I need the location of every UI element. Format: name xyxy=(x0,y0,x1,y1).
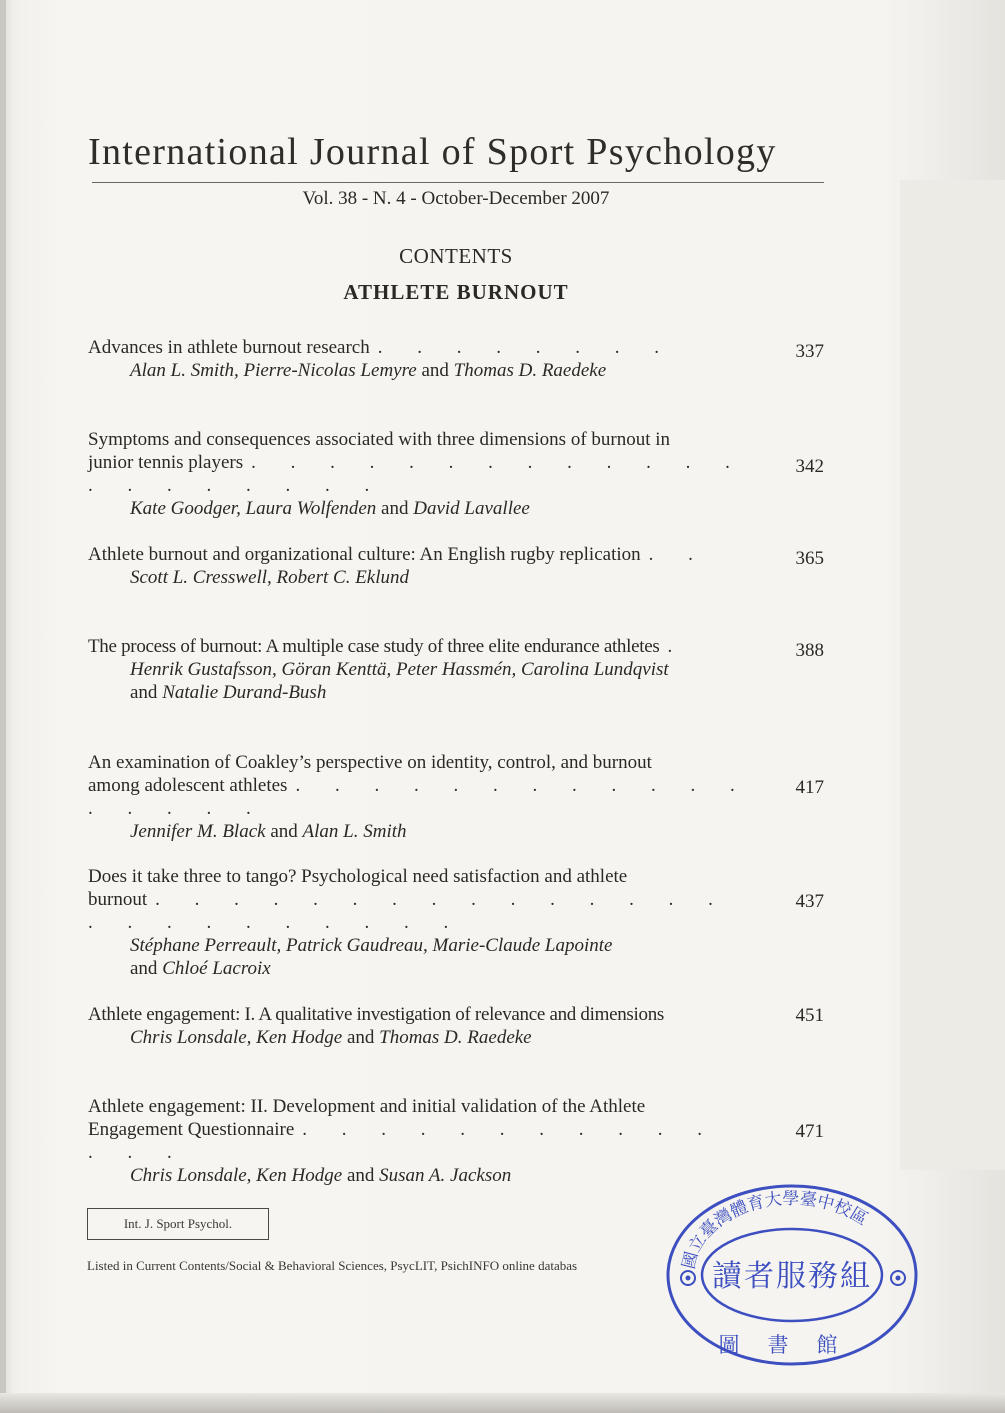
page-bottom-shadow xyxy=(0,1393,1005,1413)
stamp-ring-text: 國立臺灣體育大學臺中校區 xyxy=(678,1188,872,1272)
contents-heading: CONTENTS xyxy=(399,244,513,268)
toc-entry-authors: Alan L. Smith, Pierre-Nicolas Lemyre and Thomas D. Raedeke xyxy=(130,360,607,381)
toc-entry-title: The process of burnout: A multiple case study of three elite endurance athletes . xyxy=(88,636,688,657)
journal-title: International Journal of Sport Psychology xyxy=(88,131,777,173)
toc-entry-title-cont: among adolescent athletes . . . . . . . . . . . . . . . . . xyxy=(88,775,750,819)
toc-page-number: 451 xyxy=(795,1005,824,1026)
leader-dots: . . . . . . . . . . . . . . . . . . . . . . . . . xyxy=(88,889,728,933)
toc-page-number: 437 xyxy=(795,891,824,912)
toc-entry xyxy=(88,336,824,382)
journal-abbreviation-box: Int. J. Sport Psychol. xyxy=(87,1208,269,1240)
toc-entry-authors: Chris Lonsdale, Ken Hodge and Thomas D. Raedeke xyxy=(130,1027,532,1048)
leader-dots: . . xyxy=(648,544,708,565)
toc-page-number: 471 xyxy=(795,1121,824,1142)
title-rule xyxy=(92,182,824,183)
toc-entry xyxy=(88,751,824,843)
toc-entry xyxy=(88,428,824,520)
toc-entry-title: Symptoms and consequences associated with three dimensions of burnout in xyxy=(88,429,671,450)
toc-entry-title-cont: Engagement Questionnaire . . . . . . . . . . . . . . xyxy=(88,1119,718,1163)
section-heading: ATHLETE BURNOUT xyxy=(343,280,569,304)
stamp-bottom-text: 圖書館 xyxy=(718,1333,866,1357)
leader-dots: . . . . . . . . xyxy=(377,337,674,358)
toc-page-number: 337 xyxy=(795,341,824,362)
toc-entry xyxy=(88,865,824,980)
toc-entry-title-cont: junior tennis players . . . . . . . . . . . . . . . . . . . . . xyxy=(88,452,745,496)
toc-entry-authors: Jennifer M. Black and Alan L. Smith xyxy=(130,821,407,842)
toc-entry xyxy=(88,543,824,589)
toc-entry xyxy=(88,1095,824,1187)
leader-dots: . xyxy=(667,636,688,657)
issue-line: Vol. 38 - N. 4 - October-December 2007 xyxy=(302,188,610,209)
toc-entry-authors: Stéphane Perreault, Patrick Gaudreau, Marie-Claude Lapointe and Chloé Lacroix xyxy=(130,935,613,979)
toc-entry xyxy=(88,635,824,704)
toc-entry-title-cont: burnout . . . . . . . . . . . . . . . . . . . . . . . . . xyxy=(88,889,728,933)
library-stamp xyxy=(664,1182,920,1368)
toc-entry-title: Athlete engagement: I. A qualitative investigation of relevance and dimensions xyxy=(88,1004,664,1025)
toc-entry-authors: Chris Lonsdale, Ken Hodge and Susan A. Jackson xyxy=(130,1165,512,1186)
toc-entry-authors: Henrik Gustafsson, Göran Kenttä, Peter Hassmén, Carolina Lundqvist and Natalie Durand-Bush xyxy=(130,659,669,703)
indexing-note: Listed in Current Contents/Social & Behavioral Sciences, PsycLIT, PsichINFO online databas xyxy=(87,1258,578,1273)
toc-page-number: 417 xyxy=(795,777,824,798)
toc-entry-title: Athlete burnout and organizational culture: An English rugby replication . . xyxy=(88,544,708,565)
flower-icon xyxy=(891,1271,905,1285)
leader-dots: . . . . . . . . . . . . . . xyxy=(88,1119,718,1163)
stamp-center-text: 讀者服務組 xyxy=(712,1259,872,1294)
toc-entry-title: Does it take three to tango? Psychological need satisfaction and athlete xyxy=(88,866,628,887)
toc-entry-title: An examination of Coakley’s perspective on identity, control, and burnout xyxy=(88,752,652,773)
toc-entry xyxy=(88,1003,824,1049)
leader-dots: . . . . . . . . . . . . . . . . . . . . . xyxy=(88,452,745,496)
toc-page-number: 388 xyxy=(795,640,824,661)
leader-dots: . . . . . . . . . . . . . . . . . xyxy=(88,775,750,819)
flower-icon xyxy=(681,1271,695,1285)
page-bleed-shadow xyxy=(900,180,1005,1170)
toc-entry-title: Athlete engagement: II. Development and initial validation of the Athlete xyxy=(88,1096,646,1117)
toc-page-number: 342 xyxy=(795,456,824,477)
toc-entry-title: Advances in athlete burnout research . . . . . . . . xyxy=(88,337,674,358)
binding-edge xyxy=(0,0,6,1413)
toc-page-number: 365 xyxy=(795,548,824,569)
toc-entry-authors: Kate Goodger, Laura Wolfenden and David Lavallee xyxy=(130,498,530,519)
toc-entry-authors: Scott L. Cresswell, Robert C. Eklund xyxy=(130,567,410,588)
